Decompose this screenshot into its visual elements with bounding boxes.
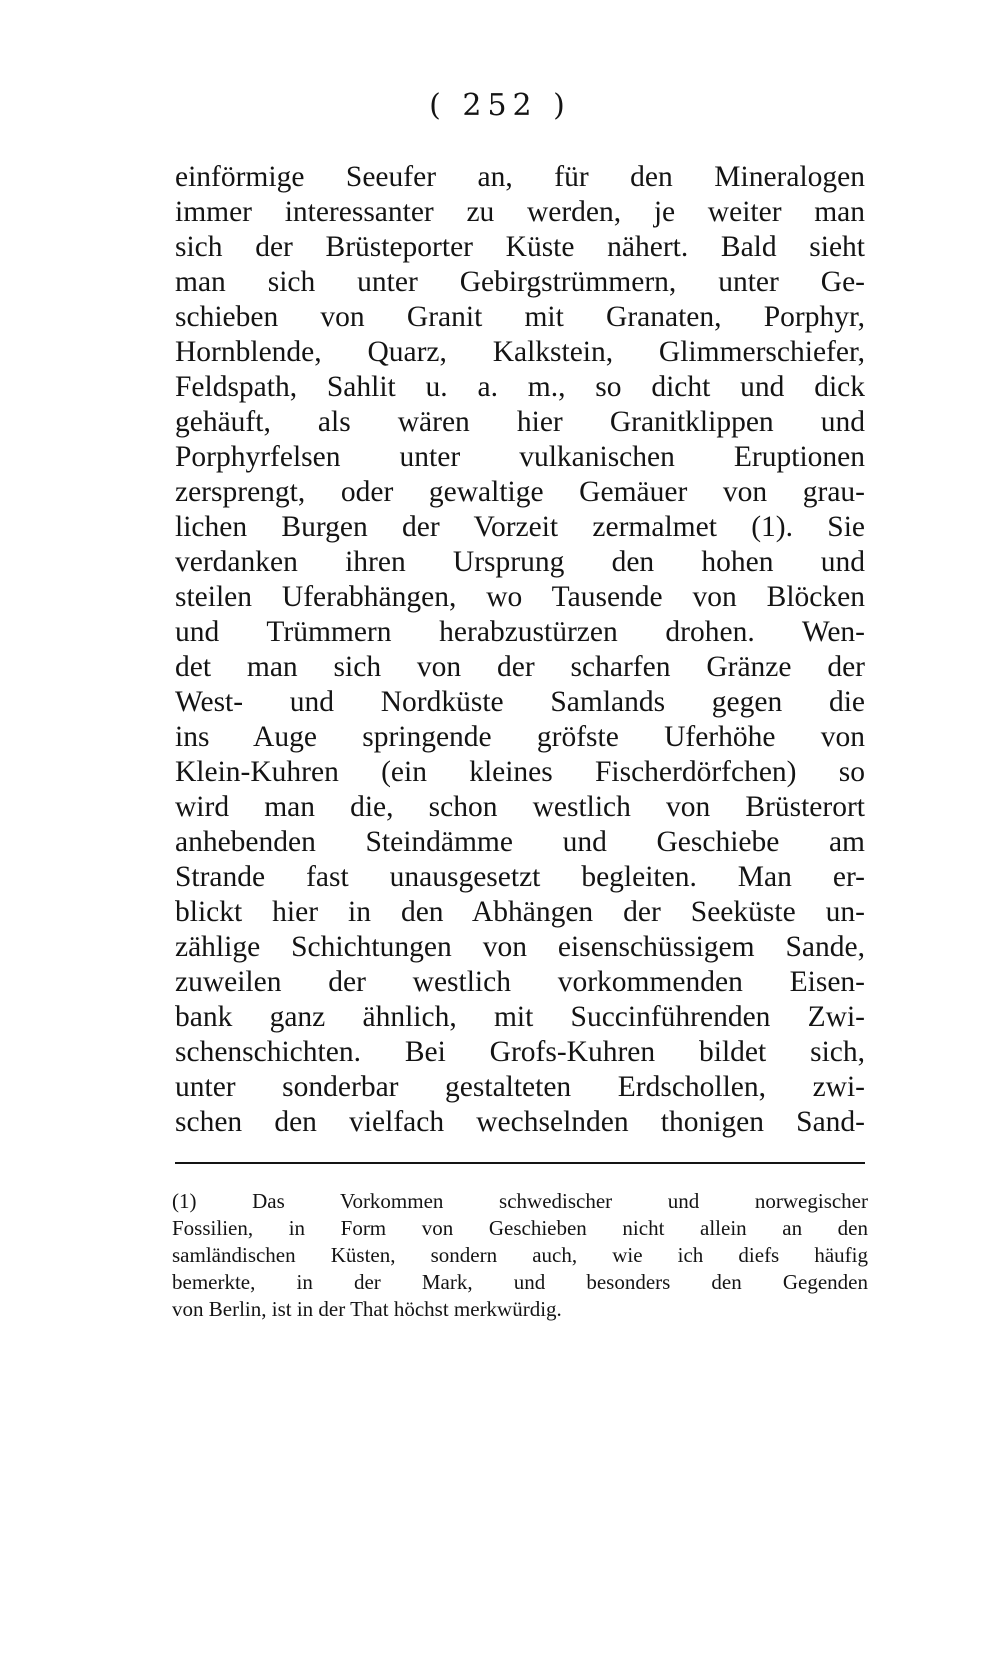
text-line: wird man die, schon westlich von Brüsterort	[175, 791, 865, 823]
text-line: schieben von Granit mit Granaten, Porphyr,	[175, 301, 865, 333]
text-line: det man sich von der scharfen Gränze der	[175, 651, 865, 683]
page-number: ( 252 )	[429, 88, 571, 123]
text-line: ins Auge springende gröfste Uferhöhe von	[175, 721, 865, 753]
text-line: man sich unter Gebirgstrümmern, unter Ge-	[175, 266, 865, 298]
text-line: Hornblende, Quarz, Kalkstein, Glimmerschiefer,	[175, 336, 865, 368]
text-line: Klein-Kuhren (ein kleines Fischerdörfchen) so	[175, 756, 865, 788]
text-line: steilen Uferabhängen, wo Tausende von Blöcken	[175, 581, 865, 613]
text-line: West- und Nordküste Samlands gegen die	[175, 686, 865, 718]
text-line: und Trümmern herabzustürzen drohen. Wen-	[175, 616, 865, 648]
text-line: Porphyrfelsen unter vulkanischen Eruptionen	[175, 441, 865, 473]
footnote-divider	[175, 1162, 865, 1164]
text-line: schen den vielfach wechselnden thonigen Sand-	[175, 1106, 865, 1138]
text-line: unter sonderbar gestalteten Erdschollen, zwi-	[175, 1071, 865, 1103]
text-line: Feldspath, Sahlit u. a. m., so dicht und dick	[175, 371, 865, 403]
text-line: zersprengt, oder gewaltige Gemäuer von grau-	[175, 476, 865, 508]
text-line: anhebenden Steindämme und Geschiebe am	[175, 826, 865, 858]
text-line: gehäuft, als wären hier Granitklippen und	[175, 406, 865, 438]
text-line: einförmige Seeufer an, für den Mineralogen	[175, 161, 865, 193]
text-line: lichen Burgen der Vorzeit zermalmet (1). Sie	[175, 511, 865, 543]
text-line: verdanken ihren Ursprung den hohen und	[175, 546, 865, 578]
text-line: sich der Brüsteporter Küste nähert. Bald sieht	[175, 231, 865, 263]
text-line: immer interessanter zu werden, je weiter man	[175, 196, 865, 228]
footnote-line: bemerkte, in der Mark, und besonders den Gegenden	[172, 1270, 868, 1294]
text-line: bank ganz ähnlich, mit Succinführenden Zwi-	[175, 1001, 865, 1033]
text-line: zuweilen der westlich vorkommenden Eisen-	[175, 966, 865, 998]
text-line: Strande fast unausgesetzt begleiten. Man er-	[175, 861, 865, 893]
text-line: schenschichten. Bei Grofs-Kuhren bildet sich,	[175, 1036, 865, 1068]
main-text-block	[175, 160, 865, 1140]
footnote-line: (1) Das Vorkommen schwedischer und norwegischer	[172, 1189, 868, 1213]
text-line: blickt hier in den Abhängen der Seeküste un-	[175, 896, 865, 928]
footnote-block	[172, 1188, 868, 1323]
footnote-line: Fossilien, in Form von Geschieben nicht allein an den	[172, 1216, 868, 1240]
text-line: zählige Schichtungen von eisenschüssigem Sande,	[175, 931, 865, 963]
footnote-line: samländischen Küsten, sondern auch, wie ich diefs häufig	[172, 1243, 868, 1267]
footnote-line: von Berlin, ist in der That höchst merkwürdig.	[172, 1297, 562, 1321]
